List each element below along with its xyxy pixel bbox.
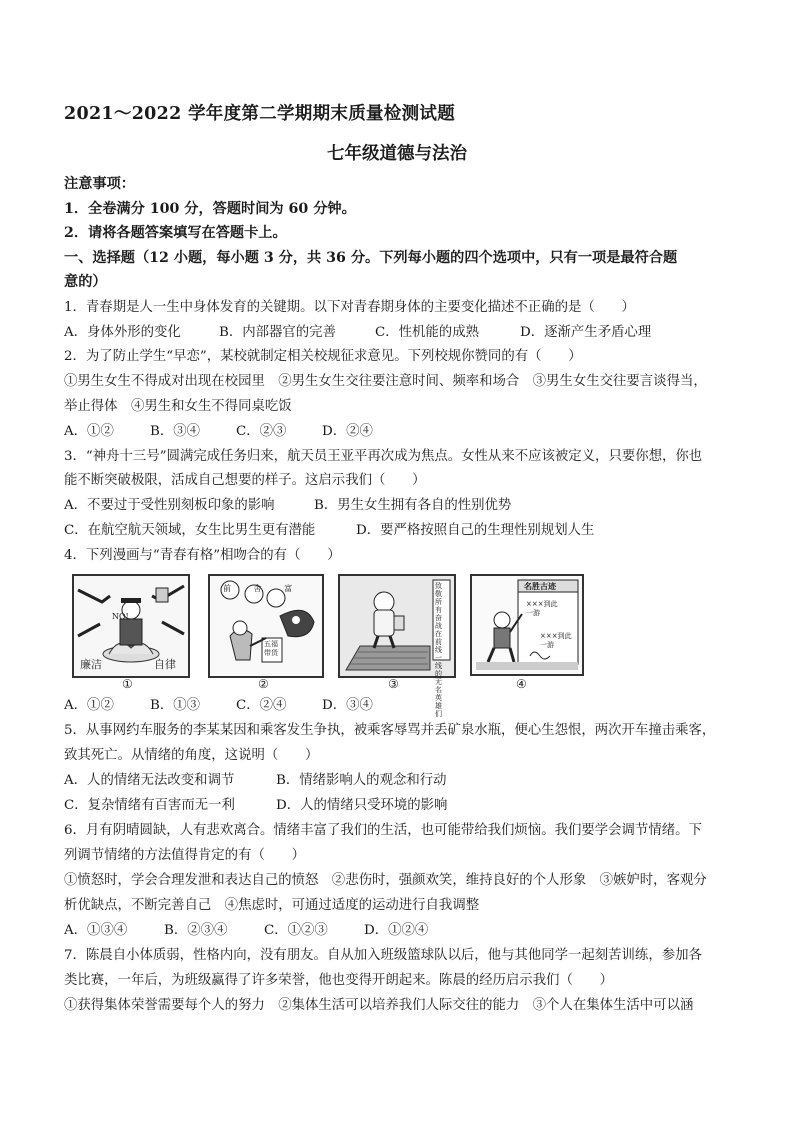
q2-option-d: D．②④ (322, 424, 373, 439)
q6-line3: ①愤怒时，学会合理发泄和表达自己的愤怒 ②悲伤时，强颜欢笑，维持良好的个人形象 ③嫉妒时，客观分 (64, 873, 707, 888)
q2-option-a: A．①② (64, 424, 114, 439)
comic-2-banner: 前 舍 富 (223, 584, 303, 593)
comic-4-number: ④ (516, 677, 527, 691)
q2-stem: 2．为了防止学生“早恋”，某校就制定相关校规征求意见。下列校规你赞同的有（ ） (64, 349, 582, 364)
comic-4-signboard: 名胜古迹 (524, 581, 556, 591)
q6-option-c: C．①②③ (264, 923, 328, 938)
q5-option-d: D．人的情绪只受环境的影响 (276, 798, 448, 813)
q5-option-a: A．人的情绪无法改变和调节 (64, 773, 235, 788)
q5-option-b: B．情绪影响人的观念和行动 (276, 773, 447, 788)
comic-2-number: ② (258, 677, 269, 691)
q4-option-c: C．②④ (236, 698, 287, 713)
q3-option-d: D．要严格按照自己的生理性别规划人生 (356, 523, 595, 538)
q2-option-c: C．②③ (236, 424, 287, 439)
q1-option-a: A．身体外形的变化 (64, 325, 181, 340)
q7-line2: 类比赛，一年后，为班级赢得了许多荣誉，他也变得开朗起来。陈晨的经历启示我们（ ） (64, 973, 614, 988)
q6-line4: 析优缺点，不断完善自己 ④焦虑时，可通过适度的运动进行自我调整 (64, 898, 480, 913)
comic-2 (208, 574, 324, 678)
q3-option-b: B．男生女生拥有各自的性别优势 (314, 498, 512, 513)
q6-line2: 列调节情绪的方法值得肯定的有（ ） (64, 848, 306, 863)
section1-heading-cont: 意的） (64, 274, 107, 290)
q5-stem: 5．从事网约车服务的李某某因和乘客发生争执，被乘客辱骂并丢矿泉水瓶，便心生怨恨，两次开车撞击乘客， (64, 723, 716, 738)
q6-option-a: A．①③④ (64, 923, 128, 938)
q4-stem: 4．下列漫画与“青春有格”相吻合的有（ ） (64, 548, 341, 563)
comic-1-label-right: 自律 (154, 658, 176, 671)
notes-heading: 注意事项： (64, 176, 135, 192)
section1-heading: 一、选择题（12 小题，每小题 3 分，共 36 分。下列每小题的四个选项中，只有一项是最符合题 (64, 250, 678, 266)
q3-line2: 能不断突破极限，活成自己想要的样子。这启示我们（ ） (64, 473, 426, 488)
q7-line3: ①获得集体荣誉需要每个人的努力 ②集体生活可以培养我们人际交往的能力 ③个人在集体生活中可以涵 (64, 998, 694, 1013)
note-item-2: 2．请将各题答案填写在答题卡上。 (64, 225, 287, 241)
comic-4-scrawl-2: ×××到此一游 (540, 632, 572, 649)
comic-1-number: ① (122, 677, 133, 691)
q5-line2: 致其死亡。从情绪的角度，这说明（ ） (64, 748, 319, 763)
q4-option-d: D．③④ (322, 698, 373, 713)
q3-option-c: C．在航空航天领域，女生比男生更有潜能 (64, 523, 316, 538)
q6-option-d: D．①②④ (364, 923, 429, 938)
q2-line2: ①男生女生不得成对出现在校园里 ②男生女生交往要注意时间、频率和场合 ③男生女生交往要言谈得当， (64, 374, 707, 389)
q4-option-b: B．①③ (150, 698, 201, 713)
comic-3-vertical-text: 致敬所有奋战在前线一线的无名英雄们 (435, 582, 442, 718)
q2-line3: 举止得体 ④男生和女生不得同桌吃饭 (64, 399, 292, 414)
q3-stem: 3．“神舟十三号”圆满完成任务归来，航天员王亚平再次成为焦点。女性从来不应该被定义，只要你想，你也 (64, 449, 703, 464)
q1-option-d: D．逐渐产生矛盾心理 (520, 325, 652, 340)
exam-subtitle: 七年级道德与法治 (327, 144, 467, 164)
q6-option-b: B．②③④ (164, 923, 228, 938)
q2-option-b: B．③④ (150, 424, 201, 439)
q5-option-c: C．复杂情绪有百害而无一利 (64, 798, 235, 813)
q4-option-a: A．①② (64, 698, 114, 713)
comic-1-label-left: 廉洁 (80, 658, 102, 671)
q1-option-c: C．性机能的成熟 (375, 325, 479, 340)
exam-title: 2021～2022 学年度第二学期期末质量检测试题 (64, 104, 456, 124)
comic-3-number: ③ (388, 677, 399, 691)
q1-stem: 1．青春期是人一生中身体发育的关键期。以下对青春期身体的主要变化描述不正确的是（ ） (64, 300, 635, 315)
comic-1 (72, 574, 190, 678)
q1-option-b: B．内部器官的完善 (219, 325, 336, 340)
note-item-1: 1．全卷满分 100 分，答题时间为 60 分钟。 (64, 201, 356, 217)
comic-4 (470, 574, 584, 676)
q7-stem: 7．陈晨自小体质弱，性格内向，没有朋友。自从加入班级篮球队以后，他与其他同学一起刻苦训练，参加各 (64, 948, 702, 963)
q6-stem: 6．月有阴晴圆缺，人有悲欢离合。情绪丰富了我们的生活，也可能带给我们烦恼。我们要学会调节情绪。下 (64, 823, 702, 838)
q3-option-a: A．不要过于受性别刻板印象的影响 (64, 498, 275, 513)
comic-4-scrawl-1: ×××到此一游 (526, 600, 558, 617)
comic-1-speech: NO! (112, 612, 129, 621)
comic-2-sign: 五福 带货 (264, 640, 278, 657)
